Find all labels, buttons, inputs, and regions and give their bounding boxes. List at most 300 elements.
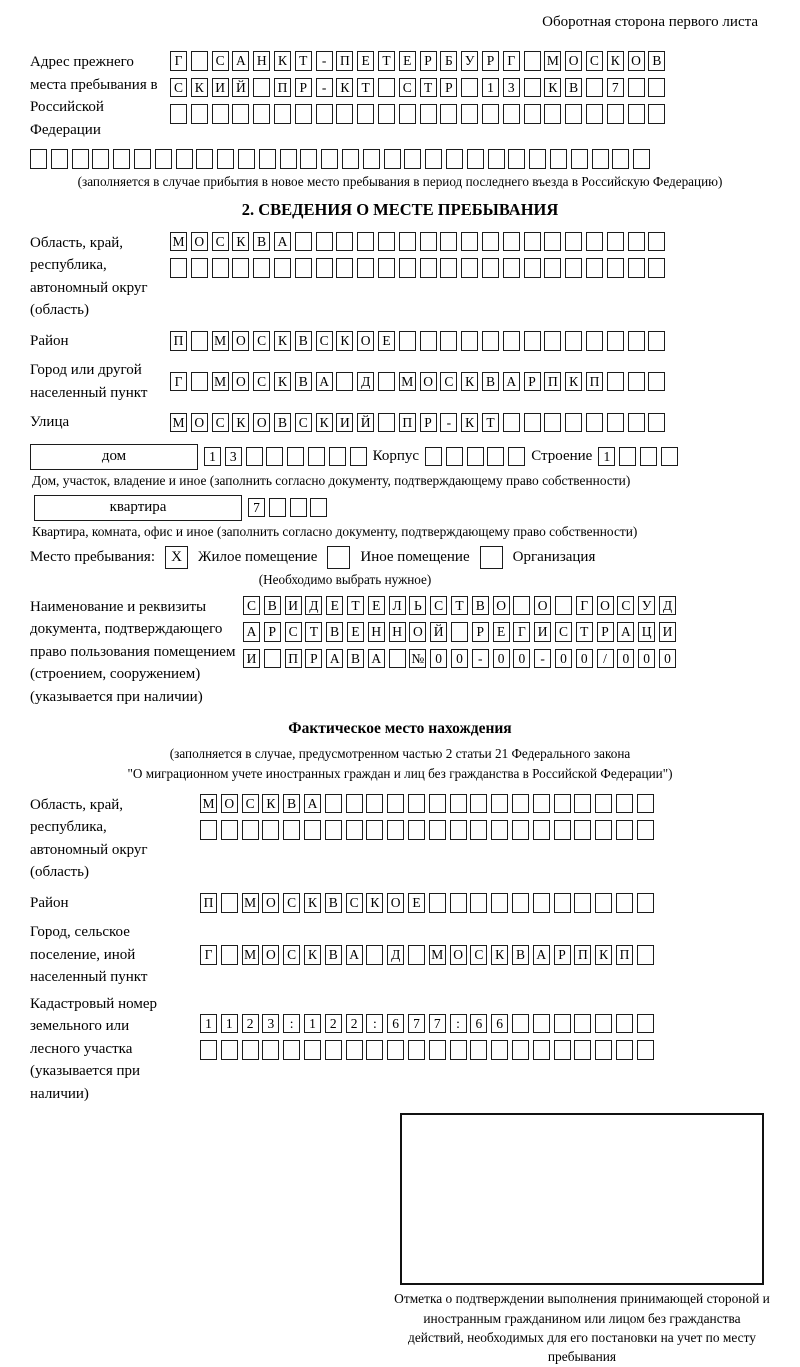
char-box: К [461, 413, 478, 433]
char-box [357, 104, 374, 124]
char-box: Т [378, 51, 395, 71]
char-box [512, 820, 529, 840]
char-box [264, 649, 281, 669]
char-box: К [304, 945, 321, 965]
char-box [491, 1040, 508, 1060]
char-box [628, 372, 645, 392]
char-box [637, 945, 654, 965]
char-box: : [450, 1014, 467, 1034]
char-box: В [264, 596, 281, 616]
char-box [280, 149, 297, 169]
char-box [554, 1014, 571, 1034]
char-box: В [283, 794, 300, 814]
char-box: О [534, 596, 551, 616]
char-box: С [253, 372, 270, 392]
char-box [408, 945, 425, 965]
char-box [637, 820, 654, 840]
char-box [633, 149, 650, 169]
char-box: П [274, 78, 291, 98]
char-box: И [243, 649, 260, 669]
char-box [446, 149, 463, 169]
korpus-label: Корпус [372, 448, 420, 464]
char-box [242, 1040, 259, 1060]
char-box [595, 1040, 612, 1060]
prev-address-row-1 [170, 51, 665, 71]
prev-address-caption: (заполняется в случае прибытия в новое место пребывания в период последнего въезда в Российскую Федерацию) [77, 173, 723, 189]
char-box: А [274, 232, 291, 252]
char-box: У [638, 596, 655, 616]
char-box: Т [347, 596, 364, 616]
char-box [595, 1014, 612, 1034]
char-box: П [586, 372, 603, 392]
char-box: И [285, 596, 302, 616]
actual-region-block [30, 794, 770, 884]
char-box: К [274, 372, 291, 392]
char-box [607, 104, 624, 124]
char-box [336, 104, 353, 124]
char-box [336, 372, 353, 392]
char-box [648, 413, 665, 433]
char-box: А [243, 622, 260, 642]
document-row-2 [243, 622, 676, 642]
char-box: М [242, 945, 259, 965]
house-number-row [204, 447, 367, 467]
char-box [512, 1040, 529, 1060]
checkbox-residential: X [165, 546, 188, 569]
char-box: 0 [555, 649, 572, 669]
actual-region-row-2 [200, 820, 654, 840]
char-box [592, 149, 609, 169]
char-box [366, 1040, 383, 1060]
actual-district-label: Район [30, 894, 69, 911]
char-box [246, 447, 263, 467]
char-box [616, 820, 633, 840]
char-box: И [659, 622, 676, 642]
char-box [440, 232, 457, 252]
actual-location-caption-1: (заполняется в случае, предусмотренном частью 2 статьи 21 Федерального закона [169, 746, 631, 761]
char-box [461, 78, 478, 98]
char-box [482, 232, 499, 252]
char-box: 3 [503, 78, 520, 98]
char-box [387, 1040, 404, 1060]
char-box: 0 [493, 649, 510, 669]
char-box: 1 [204, 447, 221, 467]
char-box [221, 1040, 238, 1060]
char-box [155, 149, 172, 169]
char-box: М [429, 945, 446, 965]
korpus-row [425, 447, 525, 467]
char-box [637, 1014, 654, 1034]
char-box [232, 104, 249, 124]
char-box [366, 794, 383, 814]
char-box: К [316, 413, 333, 433]
char-box [217, 149, 234, 169]
char-box [524, 78, 541, 98]
char-box: С [170, 78, 187, 98]
city-row [170, 372, 665, 392]
char-box: С [440, 372, 457, 392]
char-box: У [461, 51, 478, 71]
char-box [310, 498, 327, 518]
char-box [316, 232, 333, 252]
char-box: Т [295, 51, 312, 71]
char-box [357, 232, 374, 252]
char-box [628, 331, 645, 351]
street-row [170, 413, 665, 433]
char-box: О [262, 893, 279, 913]
char-box: 7 [429, 1014, 446, 1034]
char-box [221, 820, 238, 840]
char-box [304, 820, 321, 840]
char-box: Е [347, 622, 364, 642]
prev-address-rows [170, 51, 665, 124]
char-box: Й [357, 413, 374, 433]
char-box: К [565, 372, 582, 392]
char-box: - [316, 51, 333, 71]
char-box [450, 1040, 467, 1060]
char-box [508, 149, 525, 169]
char-box [440, 331, 457, 351]
char-box [196, 149, 213, 169]
char-box [440, 258, 457, 278]
char-box: М [212, 372, 229, 392]
page-header-note: Оборотная сторона первого листа [542, 14, 758, 30]
char-box [176, 149, 193, 169]
prev-address-row-2 [170, 78, 665, 98]
char-box [321, 149, 338, 169]
char-box [399, 232, 416, 252]
char-box [637, 794, 654, 814]
char-box: К [336, 331, 353, 351]
char-box [574, 794, 591, 814]
char-box: Р [305, 649, 322, 669]
char-box [399, 104, 416, 124]
char-box: Г [200, 945, 217, 965]
char-box [429, 893, 446, 913]
char-box [648, 232, 665, 252]
char-box: М [399, 372, 416, 392]
cadastre-block [30, 993, 770, 1106]
prev-address-label: Адрес прежнего места пребывания в Российской Федерации [30, 54, 158, 138]
char-box [595, 794, 612, 814]
char-box [616, 893, 633, 913]
char-box: К [274, 331, 291, 351]
char-box [574, 820, 591, 840]
char-box: Т [357, 78, 374, 98]
char-box [554, 1040, 571, 1060]
char-box: С [285, 622, 302, 642]
char-box [482, 258, 499, 278]
char-box [232, 258, 249, 278]
char-box [266, 447, 283, 467]
cadastre-rows [200, 1014, 654, 1060]
char-box: В [274, 413, 291, 433]
char-box: А [326, 649, 343, 669]
char-box [191, 331, 208, 351]
char-box: С [242, 794, 259, 814]
char-box [461, 258, 478, 278]
char-box: П [336, 51, 353, 71]
char-box: Е [399, 51, 416, 71]
char-box: В [347, 649, 364, 669]
char-box [287, 447, 304, 467]
char-box [544, 258, 561, 278]
char-box: Й [232, 78, 249, 98]
document-row-1 [243, 596, 676, 616]
char-box: В [482, 372, 499, 392]
char-box [450, 794, 467, 814]
char-box [399, 331, 416, 351]
char-box: Т [482, 413, 499, 433]
char-box [628, 104, 645, 124]
char-box [513, 596, 530, 616]
char-box [295, 258, 312, 278]
char-box: В [512, 945, 529, 965]
char-box: К [491, 945, 508, 965]
char-box: Р [440, 78, 457, 98]
char-box: И [212, 78, 229, 98]
char-box: 0 [430, 649, 447, 669]
char-box: Г [503, 51, 520, 71]
char-box: С [346, 893, 363, 913]
char-box: 1 [200, 1014, 217, 1034]
document-block [30, 596, 770, 709]
char-box: Б [440, 51, 457, 71]
char-box [238, 149, 255, 169]
char-box [508, 447, 525, 467]
char-box [491, 794, 508, 814]
char-box [461, 331, 478, 351]
char-box: - [534, 649, 551, 669]
char-box: Н [253, 51, 270, 71]
stay-type-hint: (Необходимо выбрать нужное) [258, 571, 432, 587]
char-box [524, 413, 541, 433]
cadastre-label: Кадастровый номер земельного или лесного участка (указывается при наличии) [30, 995, 157, 1102]
char-box: Е [378, 331, 395, 351]
char-box: 6 [387, 1014, 404, 1034]
char-box [346, 1040, 363, 1060]
char-box [648, 78, 665, 98]
char-box: М [170, 232, 187, 252]
actual-city-block [30, 921, 770, 989]
actual-district-block [30, 892, 770, 915]
char-box: А [368, 649, 385, 669]
char-box: 3 [225, 447, 242, 467]
char-box: Л [389, 596, 406, 616]
char-box: С [212, 51, 229, 71]
char-box [628, 258, 645, 278]
char-box: О [357, 331, 374, 351]
char-box: Р [420, 51, 437, 71]
stamp-column [394, 1113, 770, 1367]
char-box: В [295, 372, 312, 392]
char-box: В [325, 945, 342, 965]
char-box: И [534, 622, 551, 642]
char-box [637, 1040, 654, 1060]
char-box: О [493, 596, 510, 616]
char-box [72, 149, 89, 169]
char-box [544, 331, 561, 351]
char-box [170, 258, 187, 278]
char-box: С [470, 945, 487, 965]
char-box: О [221, 794, 238, 814]
char-box [574, 893, 591, 913]
char-box [357, 258, 374, 278]
char-box: П [285, 649, 302, 669]
char-box [586, 413, 603, 433]
char-box: К [262, 794, 279, 814]
char-box: Р [472, 622, 489, 642]
char-box: Р [264, 622, 281, 642]
char-box [274, 258, 291, 278]
prev-address-row-3 [170, 104, 665, 124]
document-label: Наименование и реквизиты документа, подтверждающего право пользования помещением (строением, сооружением) (указывается при наличии) [30, 598, 236, 705]
char-box [253, 104, 270, 124]
char-box [346, 794, 363, 814]
char-box [524, 258, 541, 278]
char-box [607, 372, 624, 392]
char-box: 0 [513, 649, 530, 669]
char-box [363, 149, 380, 169]
char-box: 7 [408, 1014, 425, 1034]
char-box: О [597, 596, 614, 616]
char-box [574, 1014, 591, 1034]
char-box: 1 [221, 1014, 238, 1034]
char-box: С [430, 596, 447, 616]
char-box [533, 820, 550, 840]
char-box [295, 104, 312, 124]
apartment-number-row [248, 498, 327, 518]
char-box [408, 794, 425, 814]
char-box: 7 [607, 78, 624, 98]
char-box: П [170, 331, 187, 351]
char-box [482, 104, 499, 124]
char-box: О [191, 413, 208, 433]
char-box [554, 893, 571, 913]
char-box: Р [554, 945, 571, 965]
char-box: Г [513, 622, 530, 642]
char-box [336, 258, 353, 278]
char-box [648, 258, 665, 278]
char-box [586, 104, 603, 124]
char-box: А [617, 622, 634, 642]
char-box: С [316, 331, 333, 351]
city-block [30, 359, 770, 404]
char-box [450, 893, 467, 913]
char-box: С [253, 331, 270, 351]
char-box: К [461, 372, 478, 392]
char-box: В [648, 51, 665, 71]
char-box: О [191, 232, 208, 252]
char-box: Й [430, 622, 447, 642]
char-box [269, 498, 286, 518]
char-box: О [232, 372, 249, 392]
char-box: Е [326, 596, 343, 616]
char-box [304, 1040, 321, 1060]
char-box [595, 893, 612, 913]
house-caption: Дом, участок, владение и иное (заполнить согласно документу, подтверждающему право собственности) [32, 472, 631, 488]
char-box [253, 258, 270, 278]
actual-district-row [200, 893, 654, 913]
char-box [533, 794, 550, 814]
char-box [616, 1040, 633, 1060]
char-box [524, 104, 541, 124]
char-box [619, 447, 636, 467]
char-box [616, 794, 633, 814]
actual-city-row [200, 945, 654, 965]
char-box: Р [295, 78, 312, 98]
char-box: № [409, 649, 426, 669]
char-box: Ц [638, 622, 655, 642]
char-box: С [243, 596, 260, 616]
char-box [408, 1040, 425, 1060]
char-box: С [283, 893, 300, 913]
street-block [30, 411, 770, 434]
char-box: С [555, 622, 572, 642]
option-label-residential: Жилое помещение [198, 548, 318, 565]
char-box [30, 149, 47, 169]
char-box [524, 51, 541, 71]
char-box [404, 149, 421, 169]
char-box: 6 [470, 1014, 487, 1034]
region-label: Область, край, республика, автономный округ (область) [30, 234, 148, 318]
char-box: 1 [598, 447, 615, 467]
char-box [607, 258, 624, 278]
char-box: П [399, 413, 416, 433]
char-box: К [336, 78, 353, 98]
char-box: М [170, 413, 187, 433]
char-box [170, 104, 187, 124]
char-box: В [253, 232, 270, 252]
char-box [387, 794, 404, 814]
char-box [467, 149, 484, 169]
street-label: Улица [30, 414, 70, 430]
char-box [648, 331, 665, 351]
char-box [503, 104, 520, 124]
char-box [470, 820, 487, 840]
char-box [607, 331, 624, 351]
char-box: П [544, 372, 561, 392]
char-box: 0 [451, 649, 468, 669]
char-box: / [597, 649, 614, 669]
char-box [384, 149, 401, 169]
char-box [191, 258, 208, 278]
char-box [503, 331, 520, 351]
city-label: Город или другой населенный пункт [30, 362, 148, 401]
char-box [212, 258, 229, 278]
char-box: 0 [659, 649, 676, 669]
char-box [544, 232, 561, 252]
char-box: Е [368, 596, 385, 616]
stay-type-label: Место пребывания: [30, 548, 155, 565]
char-box: М [242, 893, 259, 913]
char-box: 0 [617, 649, 634, 669]
char-box [565, 258, 582, 278]
char-box: Д [659, 596, 676, 616]
cadastre-row-1 [200, 1014, 654, 1034]
char-box: - [316, 78, 333, 98]
option-label-other-premises: Иное помещение [360, 548, 470, 565]
char-box: 2 [325, 1014, 342, 1034]
char-box: К [232, 232, 249, 252]
char-box [295, 232, 312, 252]
char-box: А [503, 372, 520, 392]
char-box [512, 794, 529, 814]
char-box [487, 447, 504, 467]
char-box: Е [493, 622, 510, 642]
char-box [429, 1040, 446, 1060]
char-box [429, 820, 446, 840]
